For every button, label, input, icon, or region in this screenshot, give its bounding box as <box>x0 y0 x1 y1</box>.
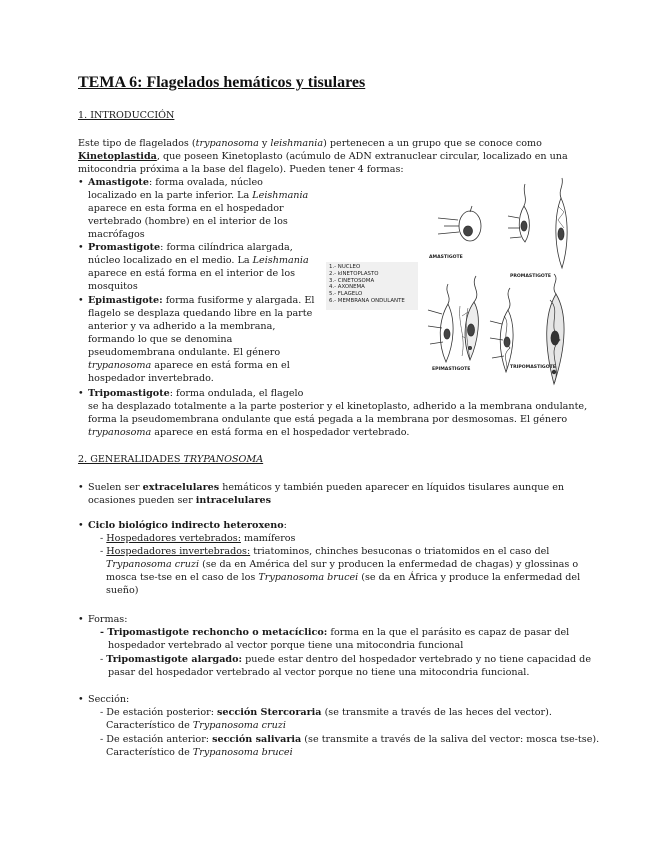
tripomastigote-alargado-line: pasar del hospedador vertebrado al vector porque no tiene una mitocondria funcional. <box>108 667 530 678</box>
extracelulares-line-1: Suelen ser extracelulares hemáticos y también pueden aparecer en líquidos tisulares aunque en <box>88 482 565 493</box>
promastigote-item: Promastigote: forma cilíndrica alargada, <box>88 242 293 253</box>
promastigote-elongated-drawing <box>556 178 567 268</box>
seccion-stercoraria-line: Característico de Trypanosoma cruzi <box>106 720 286 731</box>
tripomastigote-rechoncho: - Tripomastigote rechoncho o metacíclico: forma en la que el parásito es capaz de pasar del <box>100 627 570 638</box>
tripomastigote-rechoncho-line: hospedador vertebrado al vector porque tiene una mitocondria funcional <box>108 640 464 651</box>
epimastigote-line: anterior y va adherido a la membrana, <box>88 321 276 332</box>
epimastigote-item: Epimastigote: forma fusiforme y alargada. El <box>88 295 315 306</box>
bullet-dot: • <box>78 694 84 705</box>
epimastigote-line: hospedador invertebrado. <box>88 373 214 384</box>
tripomastigote-alargado: - Tripomastigote alargado: puede estar dentro del hospedador vertebrado y no tiene capacidad de <box>100 654 591 665</box>
intro-line-3: mitocondria próxima a la base del flagelo). Pueden tener 4 formas: <box>78 164 404 175</box>
legend-item: 1.- NUCLEO <box>329 264 361 270</box>
amastigote-line: localizado en la parte inferior. La Leishmania <box>88 190 309 201</box>
amastigote-item: Amastigote: forma ovalada, núcleo <box>88 177 263 188</box>
tripomastigote-line: forma la pseudomembrana ondulante que está pegada a la membrana por desmosomas. El género <box>88 414 568 425</box>
bullet-dot: • <box>78 482 84 493</box>
promastigote-line: núcleo localizado en el medio. La Leishmania <box>88 255 309 266</box>
extracelulares-line-2: ocasiones pueden ser intracelulares <box>88 495 272 506</box>
amastigote-line: aparece en esta forma en el hospedador <box>88 203 284 214</box>
bullet-dot: • <box>78 614 84 625</box>
figure-label-epimastigote: EPIMASTIGOTE <box>432 367 471 372</box>
hospedadores-invertebrados: - Hospedadores invertebrados: triatominos, chinches besuconas o triatomidos en el caso del <box>100 546 550 557</box>
promastigote-line: mosquitos <box>88 281 138 292</box>
epimastigote-line: flagelo se desplaza quedando libre en la parte <box>88 308 313 319</box>
legend-item: 2.- kINETOPLASTO <box>329 270 379 277</box>
promastigote-drawing <box>508 184 529 242</box>
epimastigote-second-drawing <box>465 276 478 360</box>
hospedadores-invertebrados-line: mosca tse-tse en el caso de los Trypanosoma brucei (se da en África y produce la enfermedad del <box>106 572 581 583</box>
bullet-dot: • <box>78 388 84 399</box>
ciclo-biologico-title: Ciclo biológico indirecto heteroxeno: <box>88 520 287 531</box>
tripomastigote-line: se ha desplazado totalmente a la parte posterior y el kinetoplasto, adherido a la membrana ondulante, <box>88 401 588 412</box>
bullet-dot: • <box>78 295 84 306</box>
tripomastigote-drawing <box>490 288 513 372</box>
seccion-salivaria-line: Característico de Trypanosoma brucei <box>106 747 293 758</box>
section-heading-generalidades: 2. GENERALIDADES TRYPANOSOMA <box>78 454 264 465</box>
epimastigote-line: pseudomembrana ondulante. El género <box>88 347 281 358</box>
seccion-salivaria: - De estación anterior: sección salivaria (se transmite a través de la saliva del vector: mosca tse-tse). <box>100 734 600 745</box>
legend-item: 6.- MEMBRANA ONDULANTE <box>329 297 405 304</box>
seccion-title: Sección: <box>88 694 130 705</box>
tripomastigote-item: Tripomastigote: forma ondulada, el flagelo <box>88 388 304 399</box>
hospedadores-invertebrados-line: sueño) <box>106 585 139 596</box>
formas-title: Formas: <box>88 614 128 625</box>
intro-line-1: Este tipo de flagelados (trypanosoma y leishmania) pertenecen a un grupo que se conoce como <box>78 138 542 149</box>
epimastigote-line: trypanosoma aparece en está forma en el <box>88 360 290 371</box>
page-title: TEMA 6: Flagelados hemáticos y tisulares <box>78 74 366 91</box>
epimastigote-line: formando lo que se denomina <box>88 334 233 345</box>
bullet-dot: • <box>78 242 84 253</box>
legend-item: 4.- AXONEMA <box>329 284 365 291</box>
epimastigote-drawing <box>428 284 468 362</box>
promastigote-line: aparece en está forma en el interior de los <box>88 268 296 279</box>
amastigote-line: macrófagos <box>88 229 145 240</box>
seccion-stercoraria: - De estación posterior: sección Stercoraria (se transmite a través de las heces del vector). <box>100 707 552 718</box>
section-heading-introduccion: 1. INTRODUCCIÓN <box>78 110 175 121</box>
figure-label-promastigote: PROMASTIGOTE <box>510 274 552 279</box>
legend-item: 3.- CINETOSOMA <box>329 277 375 284</box>
bullet-dot: • <box>78 520 84 531</box>
figure-label-amastigote: AMASTIGOTE <box>429 255 463 260</box>
amastigote-drawing <box>438 206 481 241</box>
hospedadores-invertebrados-line: Trypanosoma cruzi (se da en América del sur y producen la enfermedad de chagas) y glossinas o <box>106 559 579 570</box>
bullet-dot: • <box>78 177 84 188</box>
amastigote-line: vertebrado (hombre) en el interior de los <box>88 216 288 227</box>
tripomastigote-line: trypanosoma aparece en está forma en el hospedador vertebrado. <box>88 427 410 438</box>
figure-label-tripomastigote: TRIPOMASTIGOTE <box>510 365 556 370</box>
hospedadores-vertebrados: - Hospedadores vertebrados: mamíferos <box>100 533 296 544</box>
intro-line-2: Kinetoplastida, que poseen Kinetoplasto (acúmulo de ADN extranuclear circular, localizado en una <box>78 151 568 162</box>
legend-item: 5.- FLAGELO <box>329 291 363 298</box>
